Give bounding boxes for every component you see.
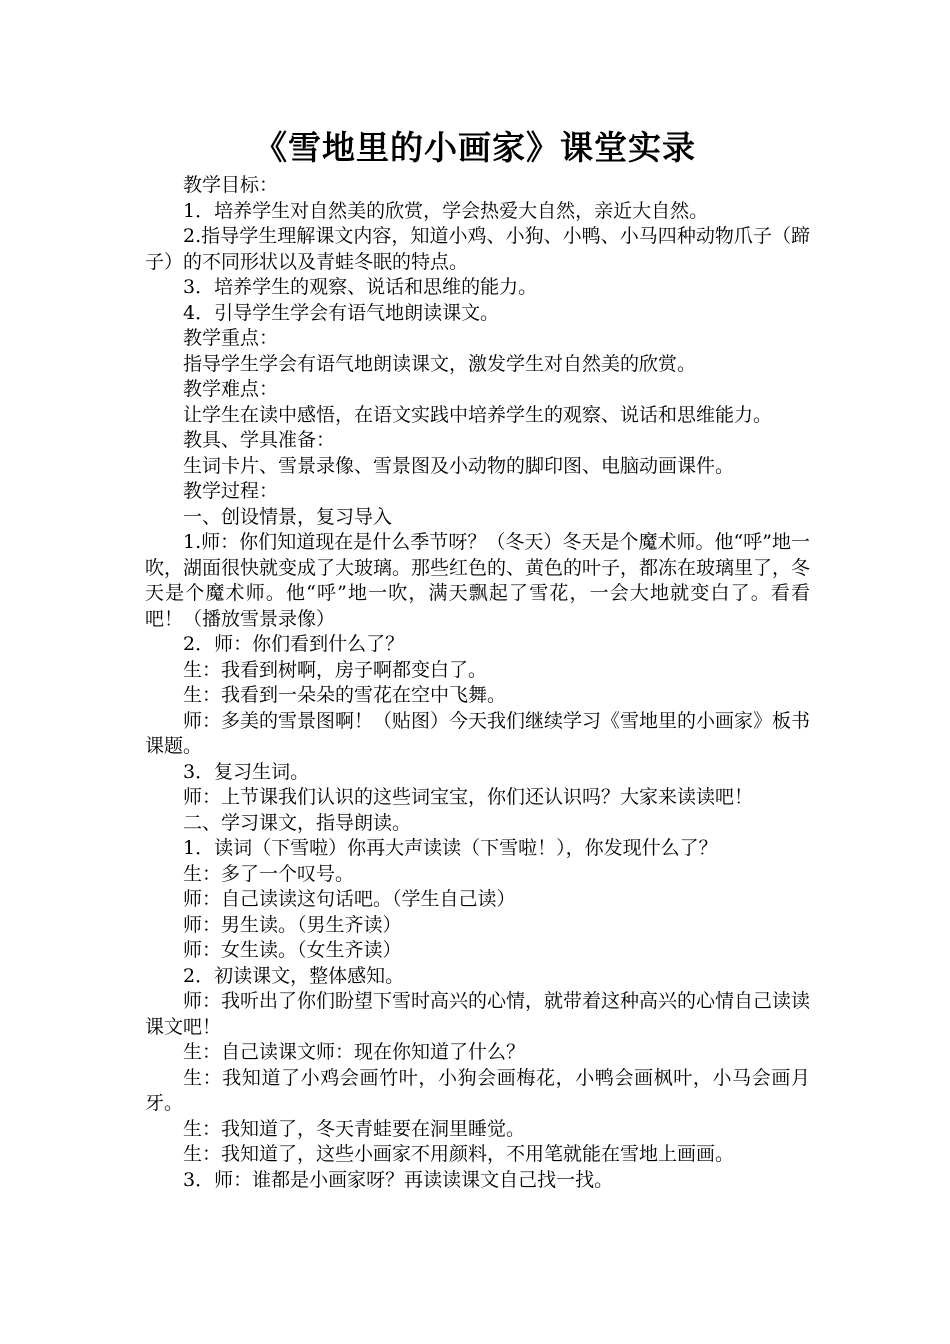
- paragraph: 生：我知道了小鸡会画竹叶，小狗会画梅花，小鸭会画枫叶，小马会画月牙。: [145, 1066, 810, 1114]
- paragraph: 教具、学具准备：: [183, 429, 336, 451]
- paragraph: 1.师：你们知道现在是什么季节呀？（冬天）冬天是个魔术师。他“呼”地一吹，湖面很快就变成了大玻璃。那些红色的、黄色的叶子，都冻在玻璃里了，冬天是个魔术师。他“呼”地一吹，满天飘起了雪花，一会大地就变白了。看看吧！（播放雪景录像）: [145, 531, 811, 630]
- document-title: 《雪地里的小画家》课堂实录: [254, 128, 696, 167]
- paragraph: 3．师：谁都是小画家呀？再读读课文自己找一找。: [183, 1168, 614, 1191]
- paragraph: 生：我知道了，冬天青蛙要在洞里睡觉。: [183, 1117, 526, 1140]
- paragraph: 2．师：你们看到什么了？: [183, 633, 405, 655]
- paragraph: 让学生在读中感悟，在语文实践中培养学生的观察、说话和思维能力。: [183, 403, 773, 426]
- paragraph: 2.指导学生理解课文内容，知道小鸡、小狗、小鸭、小马四种动物爪子（蹄子）的不同形状以及青蛙冬眠的特点。: [145, 225, 810, 273]
- paragraph: 3．复习生词。: [183, 760, 310, 783]
- document-body: [145, 173, 810, 1193]
- paragraph: 二、学习课文，指导朗读。: [183, 811, 412, 834]
- paragraph: 生：我看到树啊，房子啊都变白了。: [183, 658, 488, 681]
- paragraph: 一、创设情景，复习导入: [183, 505, 393, 528]
- paragraph: 教学目标：: [183, 174, 279, 196]
- paragraph: 师：女生读。（女生齐读）: [183, 939, 402, 961]
- paragraph: 师：男生读。（男生齐读）: [183, 913, 402, 936]
- paragraph: 2．初读课文，整体感知。: [183, 964, 405, 987]
- paragraph: 生：我看到一朵朵的雪花在空中飞舞。: [183, 684, 507, 706]
- paragraph: 师：多美的雪景图啊！（贴图）今天我们继续学习《雪地里的小画家》板书课题。: [145, 709, 811, 757]
- paragraph: 生：自己读课文师：现在你知道了什么？: [183, 1041, 526, 1063]
- paragraph: 教学重点：: [183, 327, 279, 349]
- paragraph: 教学难点：: [183, 378, 279, 400]
- paragraph: 生：我知道了，这些小画家不用颜料，不用笔就能在雪地上画画。: [183, 1143, 735, 1165]
- paragraph: 指导学生学会有语气地朗读课文，激发学生对自然美的欣赏。: [183, 352, 697, 375]
- paragraph: 师：自己读读这句话吧。（学生自己读）: [183, 888, 516, 910]
- paragraph: 师：我听出了你们盼望下雪时高兴的心情，就带着这种高兴的心情自己读读课文吧！: [145, 990, 811, 1038]
- paragraph: 1．读词（下雪啦）你再大声读读（下雪啦！），你发现什么了？: [183, 837, 718, 859]
- paragraph: 3．培养学生的观察、说话和思维的能力。: [183, 276, 538, 298]
- paragraph: 生：多了一个叹号。: [183, 862, 355, 885]
- paragraph: 师：上节课我们认识的这些词宝宝，你们还认识吗？大家来读读吧！: [183, 786, 754, 808]
- paragraph: 4．引导学生学会有语气地朗读课文。: [183, 301, 500, 324]
- paragraph: 1．培养学生对自然美的欣赏，学会热爱大自然，亲近大自然。: [183, 199, 709, 222]
- paragraph: 教学过程：: [183, 480, 279, 502]
- paragraph: 生词卡片、雪景录像、雪景图及小动物的脚印图、电脑动画课件。: [183, 454, 735, 477]
